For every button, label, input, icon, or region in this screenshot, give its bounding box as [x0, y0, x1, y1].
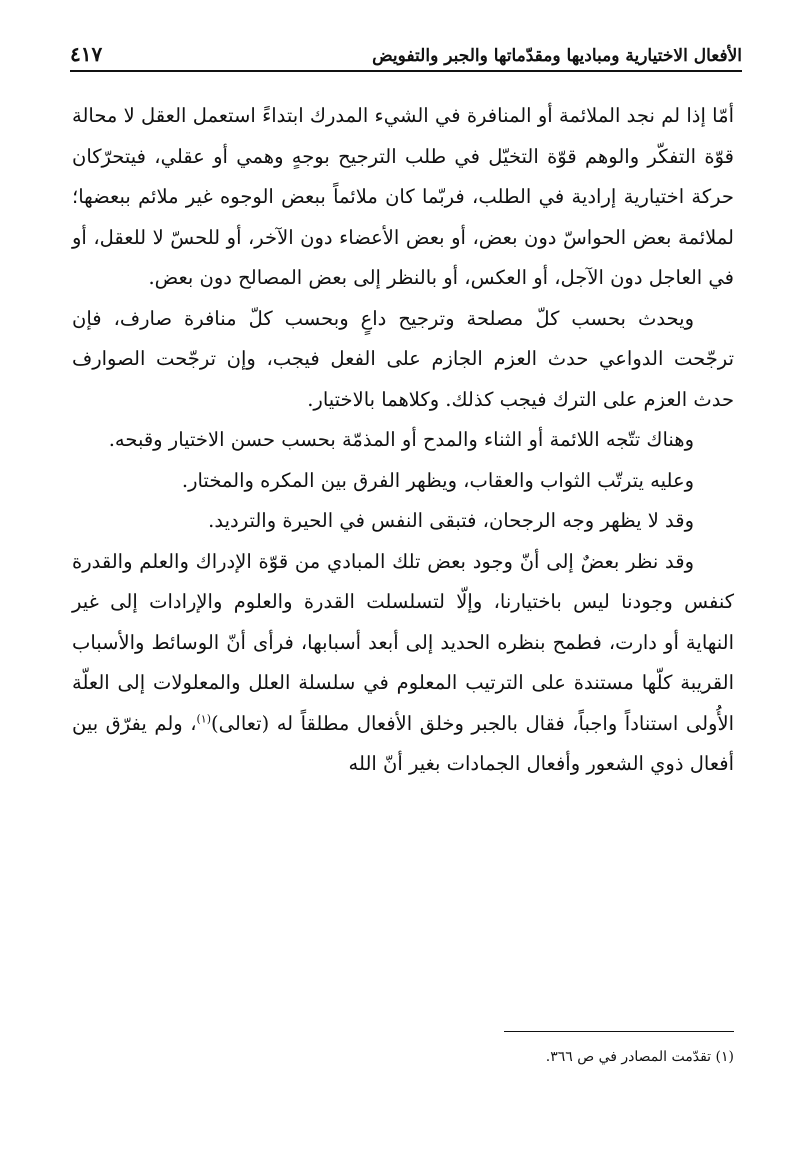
paragraph-6 — [72, 542, 734, 785]
paragraph-1: أمّا إذا لم نجد الملائمة أو المنافرة في الشيء المدرك ابتداءً استعمل العقل لا محالة قوّة التفكّر والوهم قوّة التخيّل في طلب الترجيح بوجهٍ وهمي أو عقلي، فيتحرّكان حركة اختيارية إرادية في الطلب، فربّما كان ملائماً ببعض الوجوه غير ملائم ببعضها؛ لملائمة بعض الحواسّ دون بعض، أو بعض الأعضاء دون الآخر، أو للحسّ لا للعقل، أو في العاجل دون الآجل، أو العكس، أو بالنظر إلى بعض المصالح دون بعض. — [72, 104, 734, 289]
page-header — [70, 30, 742, 72]
footnote — [72, 1046, 734, 1068]
footnote-marker: (١) — [715, 1049, 734, 1065]
paragraph-4: وعليه يترتّب الثواب والعقاب، ويظهر الفرق بين المكره والمختار. — [181, 468, 694, 492]
paragraph-6-text: وقد نظر بعضٌ إلى أنّ وجود بعض تلك المبادي من قوّة الإدراك والعلم والقدرة كنفس وجودنا ليس باختيارنا، وإلّا لتسلسلت القدرة والعلوم والإرادات إلى غير النهاية أو دارت، فطمح بنظره الحديد إلى أبعد أسبابها، فرأى أنّ الوسائط والأسباب القريبة كلّها مستندة على الترتيب المعلوم في سلسلة العلل والمعلولات إلى العلّة الأُولى استناداً واجباً، فقال بالجبر وخلق الأفعال مطلقاً له (تعالى) — [72, 549, 735, 735]
running-title: الأفعال الاختيارية ومباديها ومقدّماتها والجبر والتفويض — [372, 46, 742, 66]
page-number: ٤١٧ — [70, 42, 103, 66]
paragraph-5: وقد لا يظهر وجه الرجحان، فتبقى النفس في الحيرة والترديد. — [208, 509, 694, 532]
paragraph-3: وهناك تتّجه اللائمة أو الثناء والمدح أو المذمّة بحسب حسن الاختيار وقبحه. — [108, 428, 694, 451]
footnote-reference[interactable]: (١) — [196, 712, 212, 725]
paragraph-2: ويحدث بحسب كلّ مصلحة وترجيح داعٍ وبحسب كلّ منافرة صارف، فإن ترجّحت الدواعي حدث العزم الجازم على الفعل فيجب، وإن ترجّحت الصوارف حدث العزم على الترك فيجب كذلك. وكلاهما بالاختيار. — [72, 306, 734, 411]
body-text — [72, 96, 734, 785]
footnote-divider — [504, 1031, 734, 1032]
paragraph-6-tail: ، ولم يفرّق بين أفعال ذوي الشعور وأفعال الجمادات بغير أنّ الله — [72, 711, 734, 775]
footnote-text: تقدّمت المصادر في ص ٣٦٦. — [545, 1049, 712, 1065]
